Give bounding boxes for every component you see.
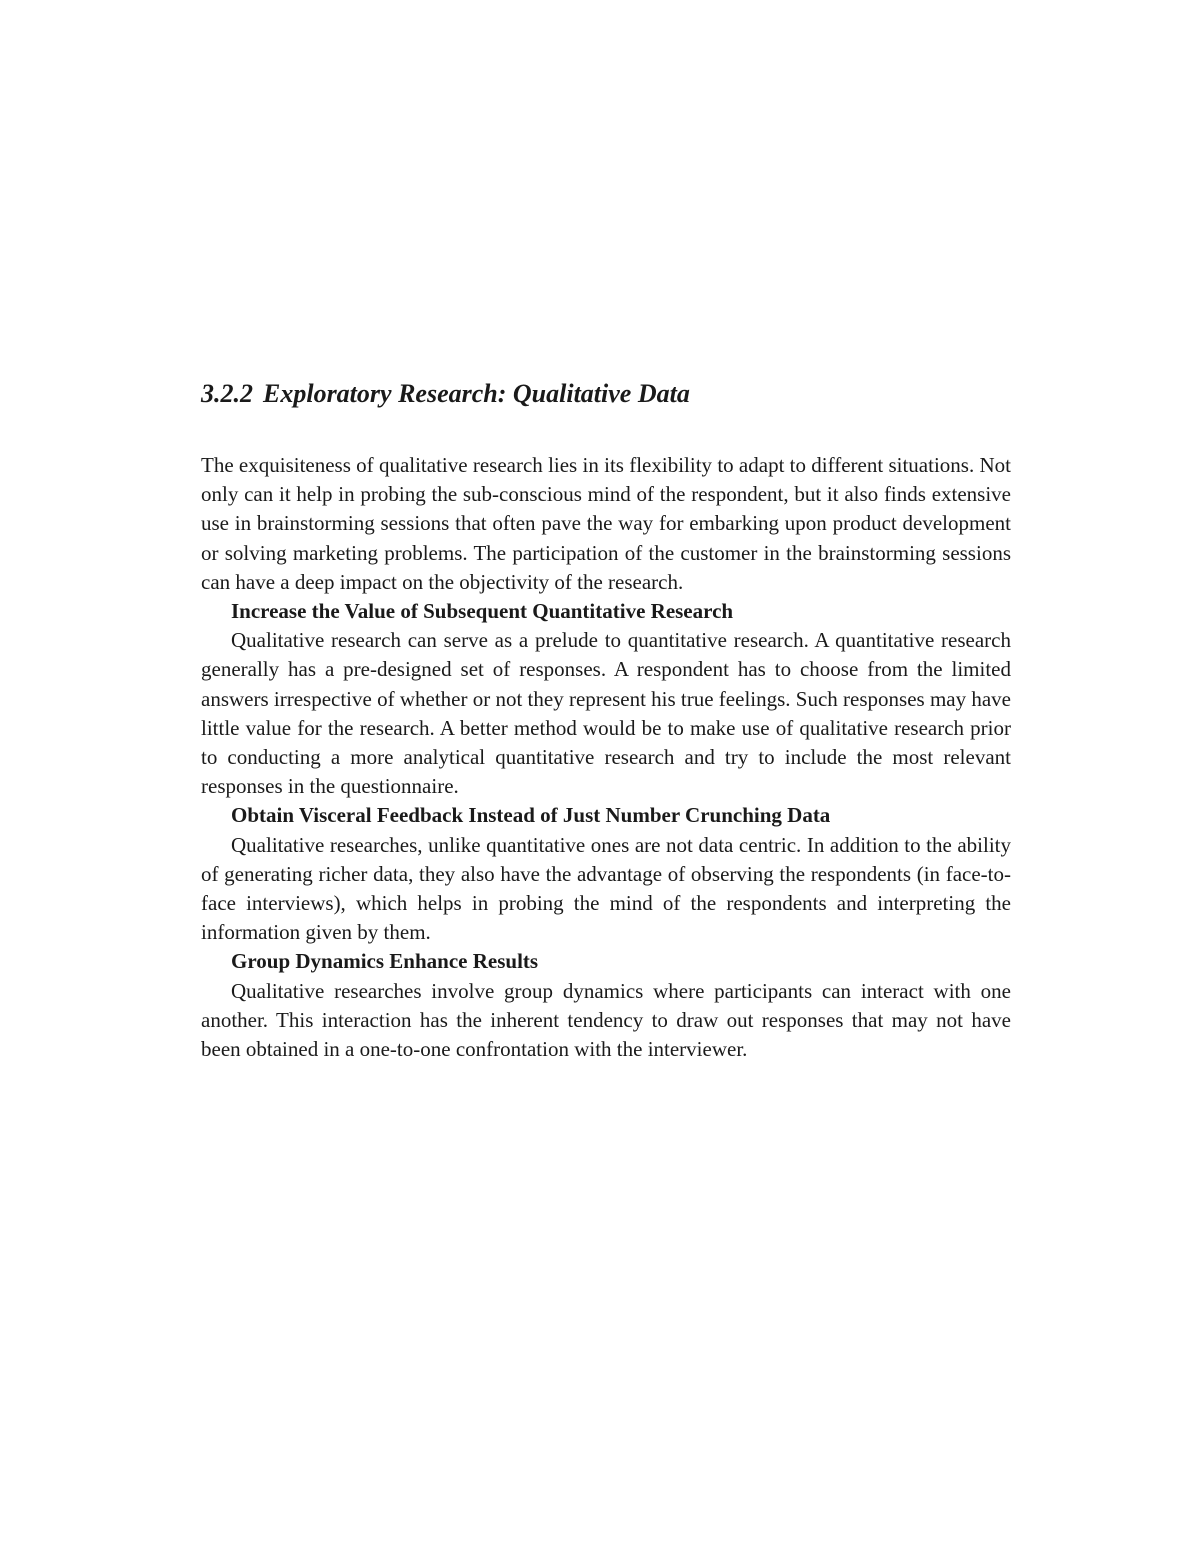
- subsection-body-quantitative-value: Qualitative research can serve as a prelude to quantitative research. A quantitative research generally has a pre-designed set of responses. A respondent has to choose from the limited answers irrespective of whether or not they represent his true feelings. Such responses may have little value for the research. A better method would be to make use of qualitative research prior to conducting a more analytical quantitative research and try to include the most relevant responses in the questionnaire.: [201, 628, 1011, 799]
- subsection-heading-group-dynamics: Group Dynamics Enhance Results: [231, 949, 539, 974]
- subsection-heading-quantitative-value: Increase the Value of Subsequent Quantitative Research: [231, 599, 734, 624]
- section-heading: [201, 370, 1011, 418]
- subsection-heading-visceral-feedback: Obtain Visceral Feedback Instead of Just Number Crunching Data: [231, 803, 831, 828]
- intro-paragraph: The exquisiteness of qualitative research lies in its flexibility to adapt to different situations. Not only can it help in probing the sub-conscious mind of the respondent, but it also finds extensive use in brainstorming sessions that often pave the way for embarking upon product development or solving marketing problems. The participation of the customer in the brainstorming sessions can have a deep impact on the objectivity of the research.: [201, 453, 1011, 594]
- section-number: 3.2.2: [201, 379, 253, 408]
- section-title: Exploratory Research: Qualitative Data: [263, 379, 690, 408]
- page-content: [201, 370, 1011, 1064]
- subsection-body-group-dynamics: Qualitative researches involve group dynamics where participants can interact with one another. This interaction has the inherent tendency to draw out responses that may not have been obtained in a one-to-one confrontation with the interviewer.: [201, 978, 1011, 1062]
- subsection-body-visceral-feedback: Qualitative researches, unlike quantitative ones are not data centric. In addition to the ability of generating richer data, they also have the advantage of observing the respondents (in face-to-face interviews), which helps in probing the mind of the respondents and interpreting the information given by them.: [201, 832, 1011, 945]
